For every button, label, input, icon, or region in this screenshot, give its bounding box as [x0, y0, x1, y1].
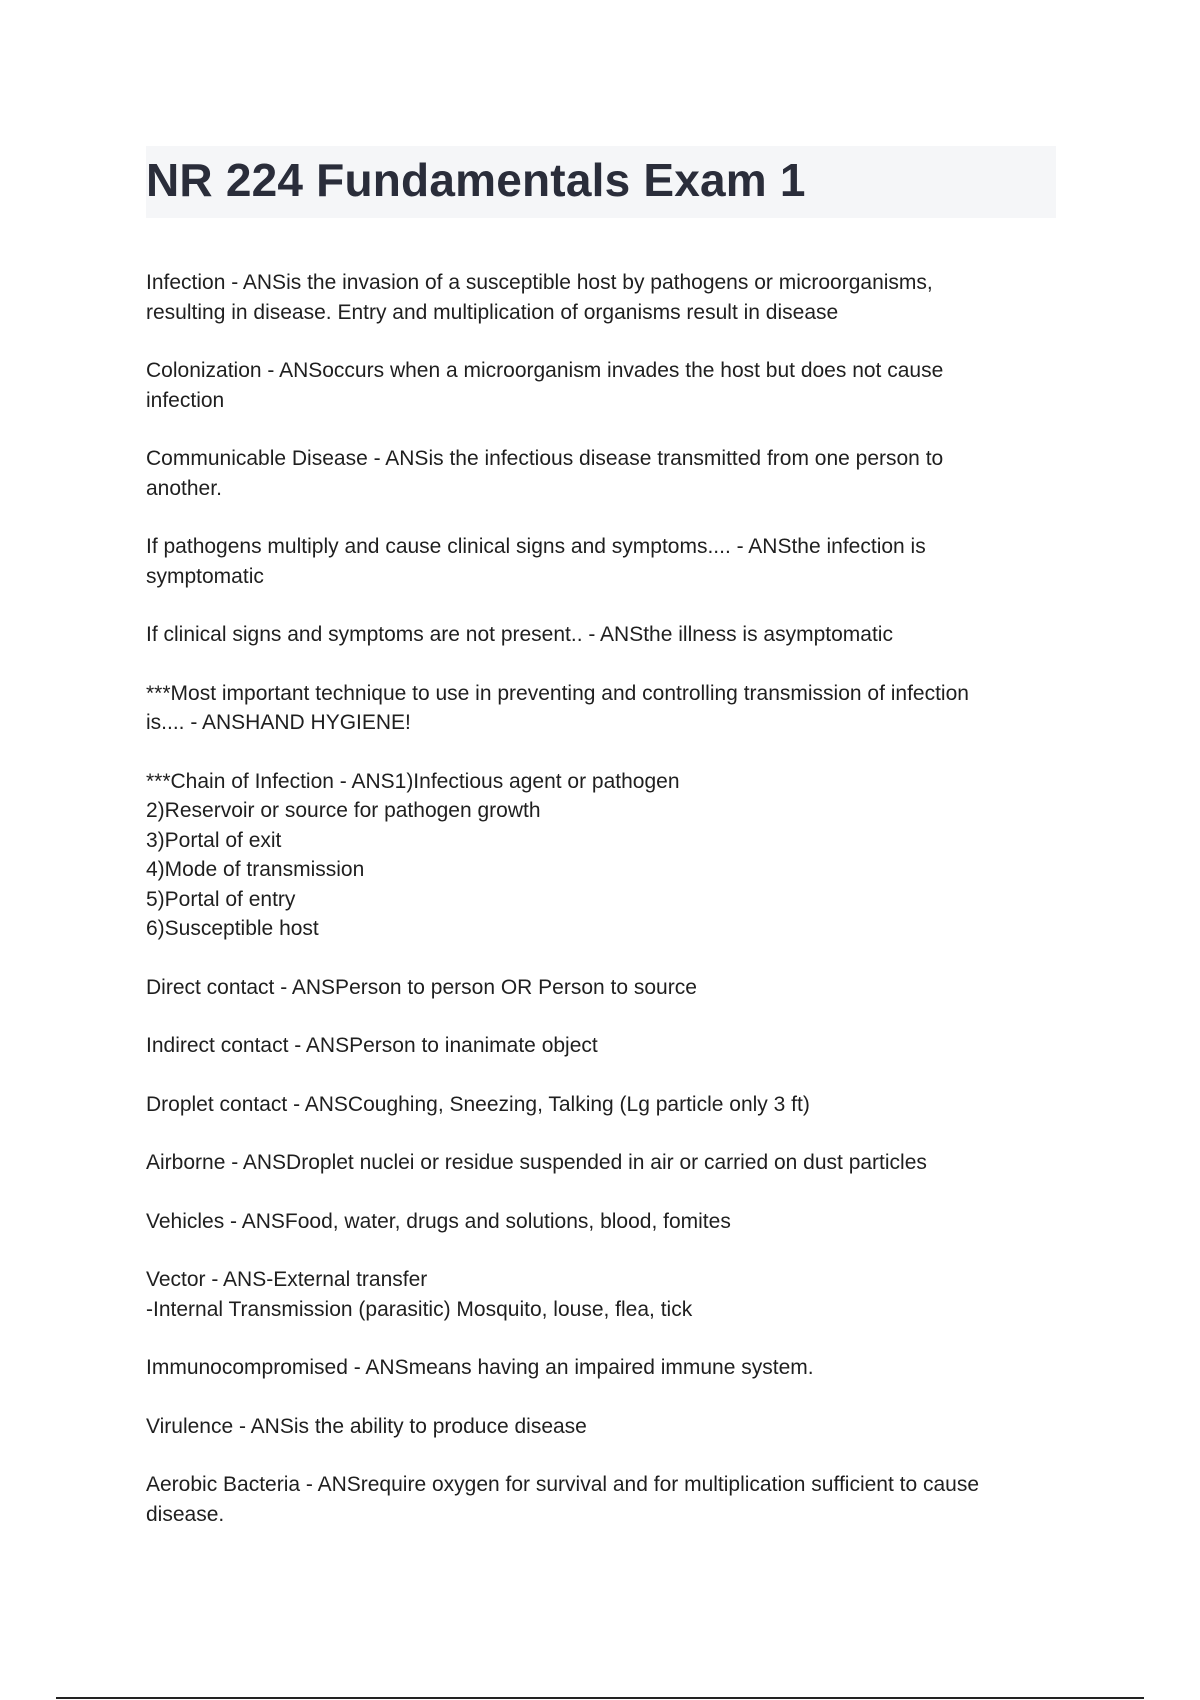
- qa-entry-indirect-contact: Indirect contact - ANSPerson to inanimate object: [146, 1034, 598, 1057]
- qa-entry-airborne: Airborne - ANSDroplet nuclei or residue suspended in air or carried on dust particles: [146, 1151, 927, 1174]
- qa-entry-symptomatic: If pathogens multiply and cause clinical signs and symptoms.... - ANSthe infection is symptomatic: [146, 535, 926, 588]
- qa-entry-vector: Vector - ANS-External transfer -Internal Transmission (parasitic) Mosquito, louse, flea, tick: [146, 1268, 693, 1321]
- page-title: NR 224 Fundamentals Exam 1: [146, 154, 806, 206]
- qa-entry-asymptomatic: If clinical signs and symptoms are not present.. - ANSthe illness is asymptomatic: [146, 623, 893, 646]
- qa-entry-virulence: Virulence - ANSis the ability to produce disease: [146, 1414, 587, 1438]
- qa-entry-aerobic-bacteria: Aerobic Bacteria - ANSrequire oxygen for survival and for multiplication sufficient to cause disease.: [146, 1473, 980, 1526]
- qa-entry-communicable-disease: Communicable Disease - ANSis the infectious disease transmitted from one person to another.: [146, 447, 944, 500]
- qa-list: [146, 268, 1046, 1558]
- qa-entry-direct-contact: Direct contact - ANSPerson to person OR Person to source: [146, 975, 697, 999]
- qa-entry-colonization: Colonization - ANSoccurs when a microorganism invades the host but does not cause infection: [146, 359, 944, 412]
- qa-entry-hand-hygiene: ***Most important technique to use in preventing and controlling transmission of infection is.... - ANSHAND HYGIENE!: [146, 681, 969, 734]
- qa-entry-chain-of-infection: ***Chain of Infection - ANS1)Infectious agent or pathogen 2)Reservoir or source for pathogen growth 3)Portal of exit 4)Mode of transmission 5)Portal of entry 6)Susceptible host: [146, 769, 680, 940]
- qa-entry-immunocompromised: Immunocompromised - ANSmeans having an impaired immune system.: [146, 1356, 814, 1379]
- page-bottom-divider: [56, 1697, 1144, 1699]
- qa-entry-vehicles: Vehicles - ANSFood, water, drugs and solutions, blood, fomites: [146, 1209, 731, 1233]
- qa-entry-droplet-contact: Droplet contact - ANSCoughing, Sneezing, Talking (Lg particle only 3 ft): [146, 1092, 810, 1116]
- title-banner: [146, 146, 1056, 218]
- qa-entry-infection: Infection - ANSis the invasion of a susceptible host by pathogens or microorganisms, resulting in disease. Entry and multiplication of organisms result in disease: [146, 271, 933, 324]
